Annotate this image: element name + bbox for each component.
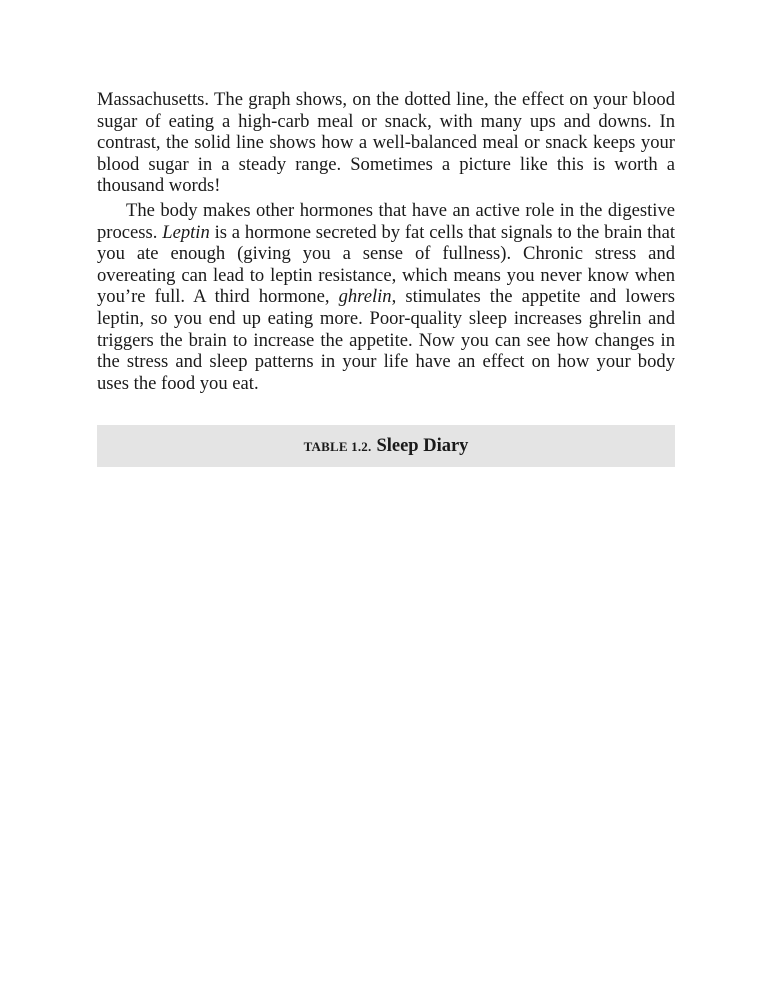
paragraph-2 xyxy=(97,200,675,394)
table-caption-bar xyxy=(97,425,675,467)
paragraph-1-text: Massachusetts. The graph shows, on the dotted line, the effect on your blood sugar of eating a high-carb meal or snack, with many ups and downs. In contrast, the solid line shows how a well-balanced meal or snack keeps your blood sugar in a steady range. Sometimes a picture like this is worth a thousand words! xyxy=(97,89,675,197)
paragraph-2-text-c: , stimulates the appetite and lowers leptin, so you end up eating more. Poor-quality sleep increases ghrelin and triggers the brain to increase the appetite. Now you can see how changes in the stress and sleep patterns in your life have an effect on how your body uses the food you eat. xyxy=(97,286,675,394)
paragraph-1 xyxy=(97,89,675,197)
term-ghrelin: ghrelin xyxy=(338,286,392,308)
table-title: Sleep Diary xyxy=(376,435,469,456)
paragraph-2-text-a: The body makes other hormones that have an active role in the digestive process. xyxy=(97,199,675,243)
table-label: TABLE 1.2. xyxy=(303,439,372,454)
body-text xyxy=(97,89,675,394)
term-leptin: Leptin xyxy=(162,221,210,243)
paragraph-2-text-b: is a hormone secreted by fat cells that signals to the brain that you ate enough (giving you a sense of fullness). Chronic stress and overeating can lead to leptin resistance, which means you never know when you’re full. A third hormone, xyxy=(97,221,676,308)
